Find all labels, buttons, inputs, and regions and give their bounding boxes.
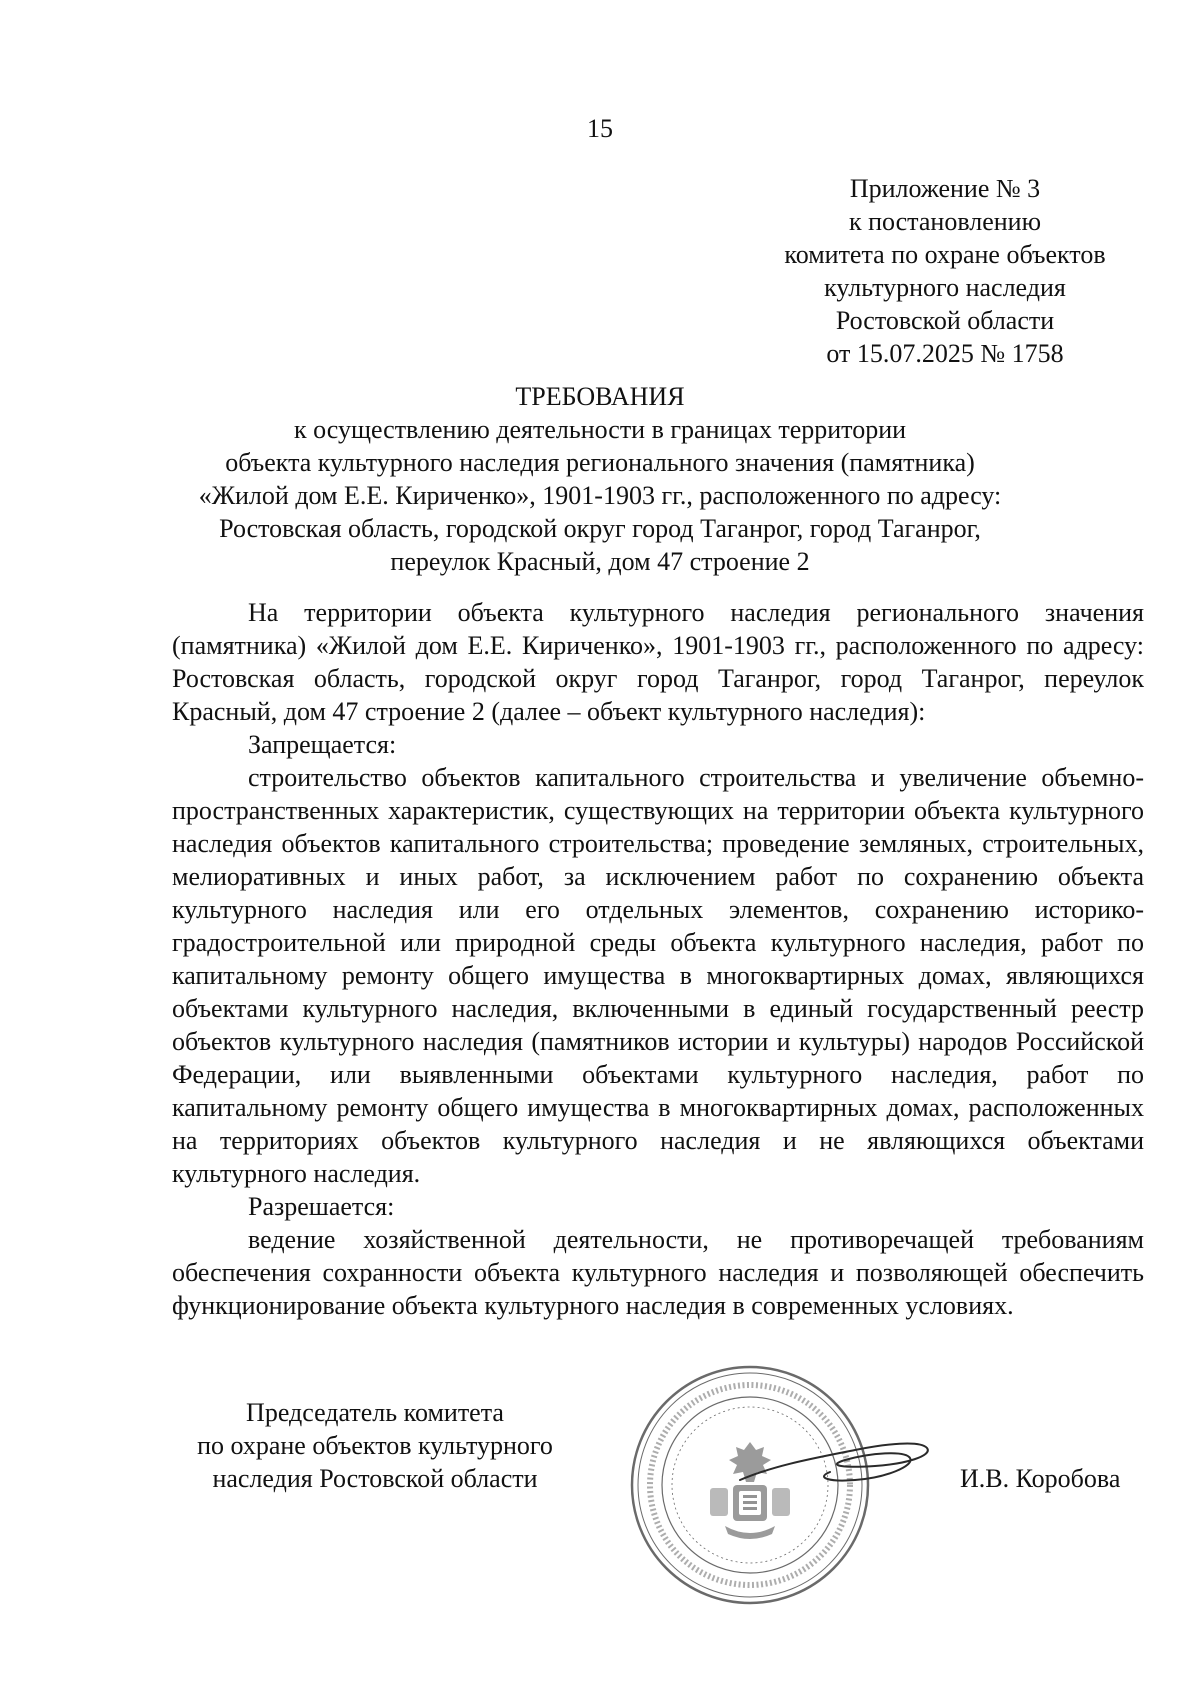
- title-line: объекта культурного наследия регионального значения (памятника): [225, 448, 975, 477]
- appendix-line: Приложение № 3: [849, 174, 1041, 203]
- document-body: [172, 596, 1144, 1322]
- prohibited-paragraph: строительство объектов капитального строительства и увеличение объемно-пространственных характеристик, существующих на территории объекта культурного наследия объектов капитального строительства; проведение земляных, строительных, мелиоративных и иных работ, за исключением работ по сохранению объекта культурного наследия или его отдельных элементов, сохранению историко-градостроительной или природной среды объекта культурного наследия, работ по капитальному ремонту общего имущества в многоквартирных домах, являющихся объектами культурного наследия, включенными в единый государственный реестр объектов культурного наследия (памятников истории и культуры) народов Российской Федерации, или выявленными объектами культурного наследия, работ по капитальному ремонту общего имущества в многоквартирных домах, расположенных на территориях объектов культурного наследия и не являющихся объектами культурного наследия.: [172, 763, 1144, 1188]
- allowed-paragraph: ведение хозяйственной деятельности, не противоречащей требованиям обеспечения сохранности объекта культурного наследия и позволяющей обеспечить функционирование объекта культурного наследия в современных условиях.: [172, 1225, 1144, 1320]
- signer-position-line: наследия Ростовской области: [212, 1464, 538, 1493]
- appendix-line: Ростовской области: [835, 306, 1055, 335]
- appendix-line: к постановлению: [848, 207, 1042, 236]
- signer-position-line: по охране объектов культурного: [197, 1431, 553, 1460]
- title-line: к осуществлению деятельности в границах территории: [293, 415, 907, 444]
- appendix-line: культурного наследия: [824, 273, 1066, 302]
- signer-position: [170, 1396, 580, 1495]
- signer-position-line: Председатель комитета: [246, 1398, 504, 1427]
- appendix-line: от 15.07.2025 № 1758: [826, 339, 1064, 368]
- title-line: Ростовская область, городской округ город Таганрог, город Таганрог,: [219, 514, 981, 543]
- title-heading: ТРЕБОВАНИЯ: [515, 382, 685, 411]
- title-line: «Жилой дом Е.Е. Кириченко», 1901-1903 гг., расположенного по адресу:: [198, 481, 1002, 510]
- appendix-line: комитета по охране объектов: [784, 240, 1106, 269]
- handwritten-signature: [735, 1420, 935, 1500]
- intro-paragraph: На территории объекта культурного наследия регионального значения (памятника) «Жилой дом Е.Е. Кириченко», 1901-1903 гг., расположенного по адресу: Ростовская область, городской округ город Таганрог, город Таганрог, переулок Красный, дом 47 строение 2 (далее – объект культурного наследия):: [172, 598, 1144, 726]
- page-number: 15: [587, 114, 613, 143]
- appendix-header: [755, 172, 1135, 370]
- allowed-label: Разрешается:: [248, 1192, 395, 1221]
- signer-name: И.В. Коробова: [960, 1464, 1121, 1493]
- document-title: [180, 380, 1020, 578]
- title-line: переулок Красный, дом 47 строение 2: [390, 547, 810, 576]
- prohibited-label: Запрещается:: [248, 730, 397, 759]
